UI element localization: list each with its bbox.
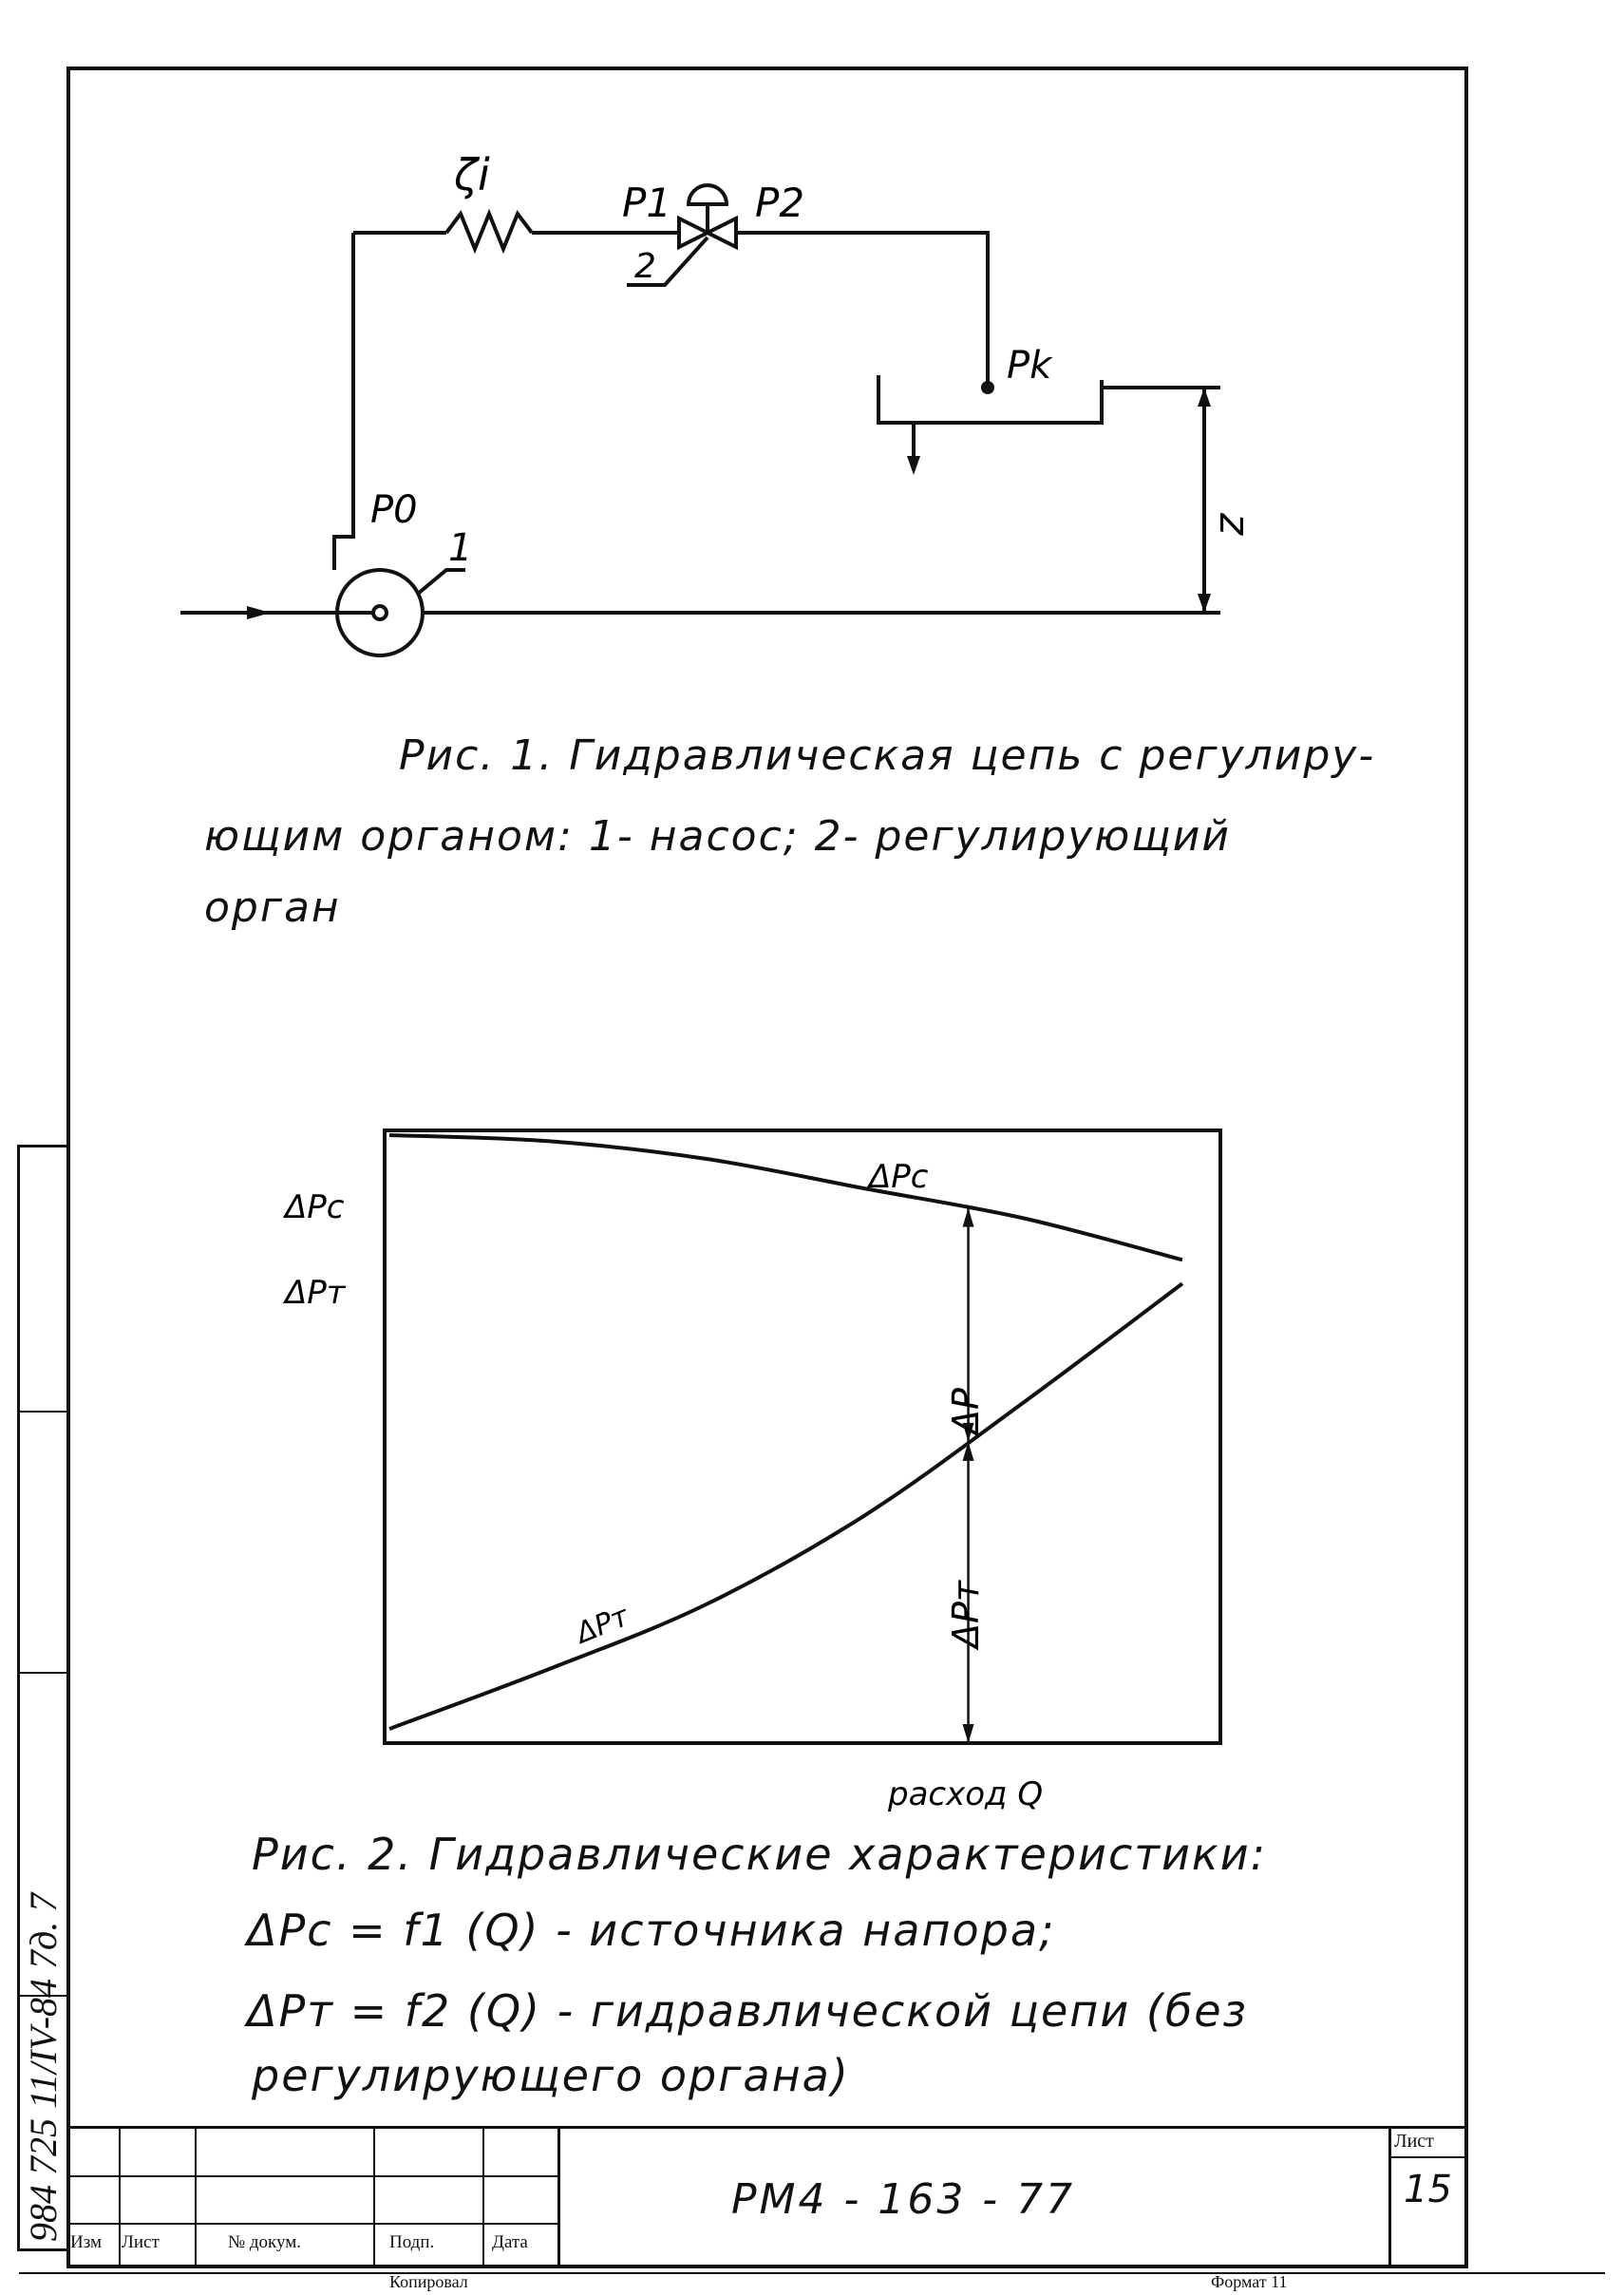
label-p1: P1 (622, 180, 672, 226)
pump-shaft (373, 606, 387, 619)
drain-arrow (907, 456, 920, 475)
label-z: z (1210, 513, 1258, 536)
fig2-caption-line3: ΔPт = f2 (Q) - гидравлической цепи (без (247, 1985, 1248, 2037)
col-label-sign: Подп. (389, 2232, 435, 2252)
x-axis-label: расход Q (888, 1775, 1044, 1813)
y-tick-label-dpc: ΔPc (285, 1188, 345, 1226)
side-stamp-divider-1 (17, 1411, 66, 1413)
title-block-col-4 (482, 2126, 484, 2268)
title-block-row-2 (66, 2223, 560, 2225)
series-label-dpc: ΔPc (869, 1158, 929, 1196)
pk-point (981, 381, 994, 394)
col-label-list: Лист (122, 2232, 160, 2252)
side-stamp-divider-2 (17, 1672, 66, 1674)
col-label-izm: Изм (70, 2232, 102, 2252)
sheet-label: Лист (1394, 2131, 1434, 2152)
title-block-col-3 (373, 2126, 375, 2268)
label-p0: P0 (370, 488, 418, 532)
annotation-dp: ΔP (945, 1388, 987, 1434)
pipe-top-right (736, 233, 988, 389)
col-label-doc: № докум. (228, 2232, 302, 2252)
valve-actuator (689, 185, 727, 204)
fig2-caption-line2: ΔPc = f1 (Q) - источника напора; (247, 1905, 1056, 1956)
annotation-dpt: ΔPт (945, 1580, 987, 1648)
fig2-caption-line1: Рис. 2. Гидравлические характеристики: (252, 1829, 1268, 1880)
z-arrow-bottom (1198, 594, 1211, 613)
fig2-caption-line4: регулирующего органа) (252, 2050, 850, 2101)
dp-arrow-0 (963, 1208, 974, 1227)
title-block-col-2 (195, 2126, 197, 2268)
hydraulic-characteristics-chart (0, 1111, 1624, 1852)
label-pk: Pk (1007, 344, 1052, 388)
fig1-caption-line3: орган (204, 883, 341, 932)
chart-plot-area (385, 1130, 1220, 1743)
sheet-number: 15 (1404, 2168, 1452, 2211)
suction-arrow (247, 606, 271, 619)
y-tick-label-dpt: ΔPт (285, 1274, 346, 1312)
sheet-box-divider (1388, 2156, 1468, 2158)
title-block-col-1 (119, 2126, 121, 2268)
col-label-date: Дата (492, 2232, 528, 2252)
title-block-row-1 (66, 2175, 560, 2177)
series-line-dpc (389, 1135, 1182, 1260)
hydraulic-circuit-diagram (0, 0, 1624, 722)
label-valve-number: 2 (634, 247, 656, 286)
dp-arrow-3 (963, 1724, 974, 1743)
z-arrow-top (1198, 388, 1211, 407)
fig1-caption-line1: Рис. 1. Гидравлическая цепь с регулиру- (399, 731, 1376, 780)
document-code: РМ4 - 163 - 77 (731, 2175, 1076, 2224)
pump-leader (418, 570, 465, 594)
format-label: Формат 11 (1211, 2272, 1288, 2291)
fig1-caption-line2: ющим органом: 1- насос; 2- регулирующий (204, 812, 1231, 861)
resistance-zigzag (446, 214, 532, 249)
copied-label: Копировал (389, 2272, 468, 2291)
pump-outlet (334, 494, 353, 570)
series-label-dpt: ΔPт (571, 1599, 634, 1651)
label-pump-number: 1 (448, 526, 473, 570)
label-zeta: ζi (454, 149, 490, 200)
side-stamp-text: 984 725 11/IV-84 7д. 7 (22, 1892, 65, 2242)
label-p2: P2 (755, 180, 805, 226)
series-line-dpt (389, 1283, 1182, 1729)
bottom-rule (19, 2272, 1605, 2274)
